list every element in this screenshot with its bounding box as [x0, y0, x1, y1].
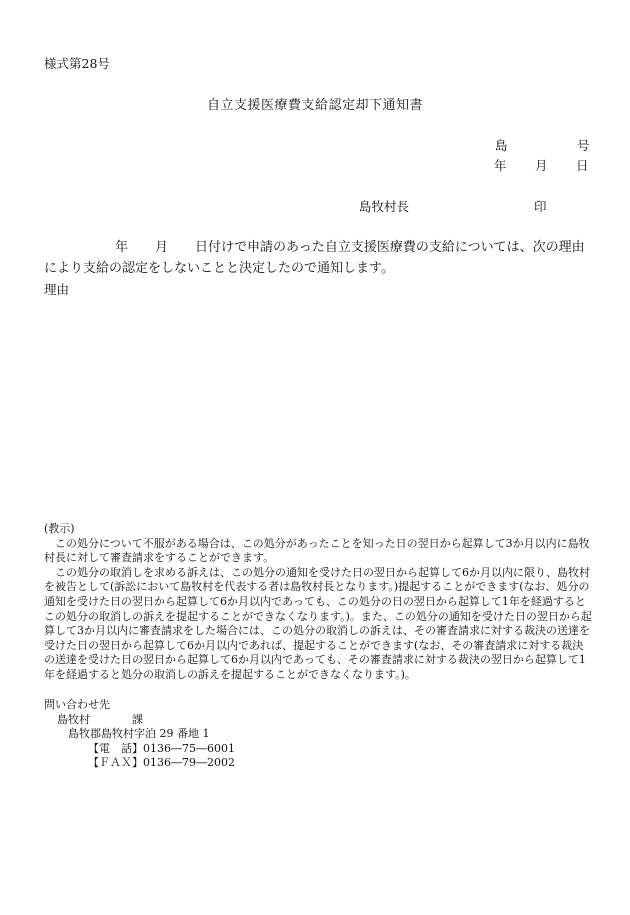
seal-mark: 印	[534, 199, 547, 214]
contact-label: 問い合わせ先	[44, 698, 110, 711]
instruction-paragraph-2: この処分の取消しを求める訴えは、この処分の通知を受けた日の翌日から起算して6か月以内に限り、島牧村を被告として(訴訟において島牧村を代表する者は島牧村長となります。)提起することができます(なお、処分の通知を受けた日の翌日から起算して6か月以内であっても、この処分の日の翌日から起算して1年を経過するとこの処分の取消しの訴えを提起することができなくなります。)。また、この処分の通知を受けた日の翌日から起算して3か月以内に審査請求をした場合には、この処分の取消しの訴えは、その審査請求に対する裁決の送達を受けた日の翌日から起算して6か月以内であれば、提起することができます(なお、その審査請求に対する裁決の送達を受けた日の翌日から起算して6か月以内であっても、その審査請求に対する裁決の翌日から起算して1年を経過すると処分の取消しの訴えを提起することができなくなります。)。	[44, 565, 592, 681]
document-number-suffix: 号	[577, 138, 590, 153]
contact-office: 島牧村	[57, 712, 90, 726]
page-title: 自立支援医療費支給認定却下通知書	[206, 98, 423, 113]
contact-fax: 【ＦＡＸ】0136―79―2002	[88, 756, 235, 770]
document-number-prefix: 島	[495, 138, 508, 153]
instruction-section	[44, 522, 594, 683]
contact-section	[44, 698, 235, 771]
notice-body	[44, 237, 594, 279]
contact-phone: 【電 話】0136―75―6001	[88, 741, 235, 755]
form-number: 様式第28号	[44, 56, 110, 71]
instruction-paragraph-1: この処分について不服がある場合は、この処分があったことを知った日の翌日から起算して3か月以内に島牧村長に対して審査請求をすることができます。	[44, 536, 590, 565]
instruction-heading: (教示)	[44, 522, 75, 535]
date-month-label: 月	[535, 158, 548, 173]
contact-address: 島牧郡島牧村字泊 29 番地 1	[68, 727, 210, 741]
issuer-name: 島牧村長	[359, 199, 410, 214]
contact-dept: 課	[132, 712, 143, 726]
date-day-label: 日	[576, 158, 589, 173]
notice-year-label: 年	[115, 240, 129, 255]
date-year-label: 年	[494, 158, 507, 173]
reason-label: 理由	[44, 282, 70, 297]
notice-month-label: 月	[155, 240, 169, 255]
notice-text: 日付けで申請のあった自立支援医療費の支給については、次の理由により支給の認定をしないことと決定したので通知します。	[44, 240, 585, 276]
